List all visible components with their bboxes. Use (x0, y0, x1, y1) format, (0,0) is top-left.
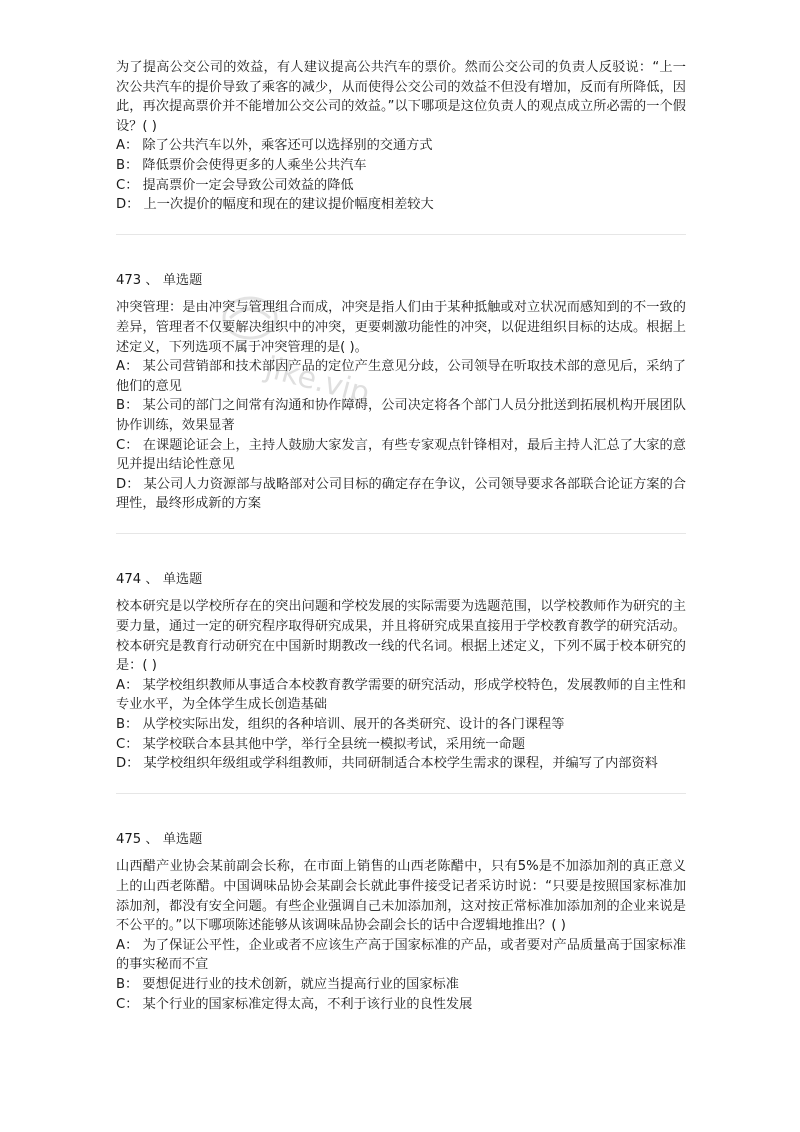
option-a: A： 除了公共汽车以外，乘客还可以选择别的交通方式 (116, 138, 433, 154)
question-stem: 山西醋产业协会某前副会长称，在市面上销售的山西老陈醋中，只有5%是不加添加剂的真正意义上的山西老陈醋。中国调味品协会某副会长就此事件接受记者采访时说：“只要是按照国家标准加添加剂，都没有安全问题。有些企业强调自己未加添加剂，这对按正常标准加添加剂的企业来说是不公平的。”以下哪项陈述能够从该调味品协会副会长的话中合逻辑地推出？( ) (116, 859, 686, 934)
option-b: B： 某公司的部门之间常有沟通和协作障碍，公司决定将各个部门人员分批送到拓展机构开展团队协作训练，效果显著 (116, 398, 686, 433)
option-c: C： 某个行业的国家标准定得太高，不利于该行业的良性发展 (116, 996, 473, 1012)
question-number: 474 (116, 571, 142, 587)
document-page (116, 58, 686, 1014)
option-d: D： 某学校组织年级组或学科组教师，共同研制适合本校学生需求的课程，并编写了内部资料 (116, 756, 658, 772)
option-c: C： 在课题论证会上，主持人鼓励大家发言，有些专家观点针锋相对，最后主持人汇总了大家的意见并提出结论性意见 (116, 437, 686, 473)
question-473 (116, 271, 686, 514)
option-b: B： 从学校实际出发，组织的各种培训、展开的各类研究、设计的各门课程等 (116, 717, 565, 733)
question-number: 473 (116, 272, 142, 288)
question-475 (116, 830, 686, 1014)
question-stem: 校本研究是以学校所存在的突出问题和学校发展的实际需要为选题范围，以学校教师作为研究的主要力量，通过一定的研究程序取得研究成果，并且将研究成果直接用于学校教育教学的研究活动。校本研究是教育行动研究在中国新时期教改一线的代名词。根据上述定义，下列不属于校本研究的是：( ) (116, 599, 686, 674)
option-a: A： 某公司营销部和技术部因产品的定位产生意见分歧，公司领导在听取技术部的意见后，采纳了他们的意见 (116, 359, 686, 394)
question-header: 473 、 单选题 (116, 272, 203, 288)
option-a: A： 某学校组织教师从事适合本校教育教学需要的研究活动，形成学校特色，发展教师的自主性和专业水平，为全体学生成长创造基础 (116, 677, 686, 713)
question-type: 单选题 (162, 571, 203, 587)
option-c: C： 提高票价一定会导致公司效益的降低 (116, 177, 354, 193)
question-header: 474 、 单选题 (116, 571, 203, 587)
question-header: 475 、 单选题 (116, 831, 203, 847)
question-type: 单选题 (162, 272, 203, 288)
question-stem: 为了提高公交公司的效益，有人建议提高公共汽车的票价。然而公交公司的负责人反驳说：“上一次公共汽车的提价导致了乘客的减少，从而使得公交公司的效益不但没有增加，反而有所降低，因此，再次提高票价并不能增加公交公司的效益。”以下哪项是这位负责人的观点成立所必需的一个假设？( ) (116, 60, 686, 134)
question-474 (116, 570, 686, 774)
watermark-text: jike.vip (261, 350, 374, 412)
option-d: D： 某公司人力资源部与战略部对公司目标的确定存在争议，公司领导要求各部联合论证方案的合理性，最终形成新的方案 (116, 476, 686, 512)
question-stem: 冲突管理：是由冲突与管理组合而成，冲突是指人们由于某种抵触或对立状况而感知到的不一致的差异，管理者不仅要解决组织中的冲突，更要刺激功能性的冲突，以促进组织目标的达成。根据上述定义，下列选项不属于冲突管理的是( )。 (116, 300, 686, 355)
option-a: A： 为了保证公平性，企业或者不应该生产高于国家标准的产品，或者要对产品质量高于国家标准的事实秘而不宣 (116, 937, 686, 973)
option-c: C： 某学校联合本县其他中学，举行全县统一模拟考试，采用统一命题 (116, 736, 526, 752)
option-b: B： 降低票价会使得更多的人乘坐公共汽车 (116, 157, 367, 173)
option-d: D： 上一次提价的幅度和现在的建议提价幅度相差较大 (116, 197, 434, 213)
question-type: 单选题 (162, 831, 203, 847)
question-number: 475 (116, 831, 142, 847)
option-b: B： 要想促进行业的技术创新，就应当提高行业的国家标准 (116, 976, 459, 992)
question-472 (116, 58, 686, 215)
